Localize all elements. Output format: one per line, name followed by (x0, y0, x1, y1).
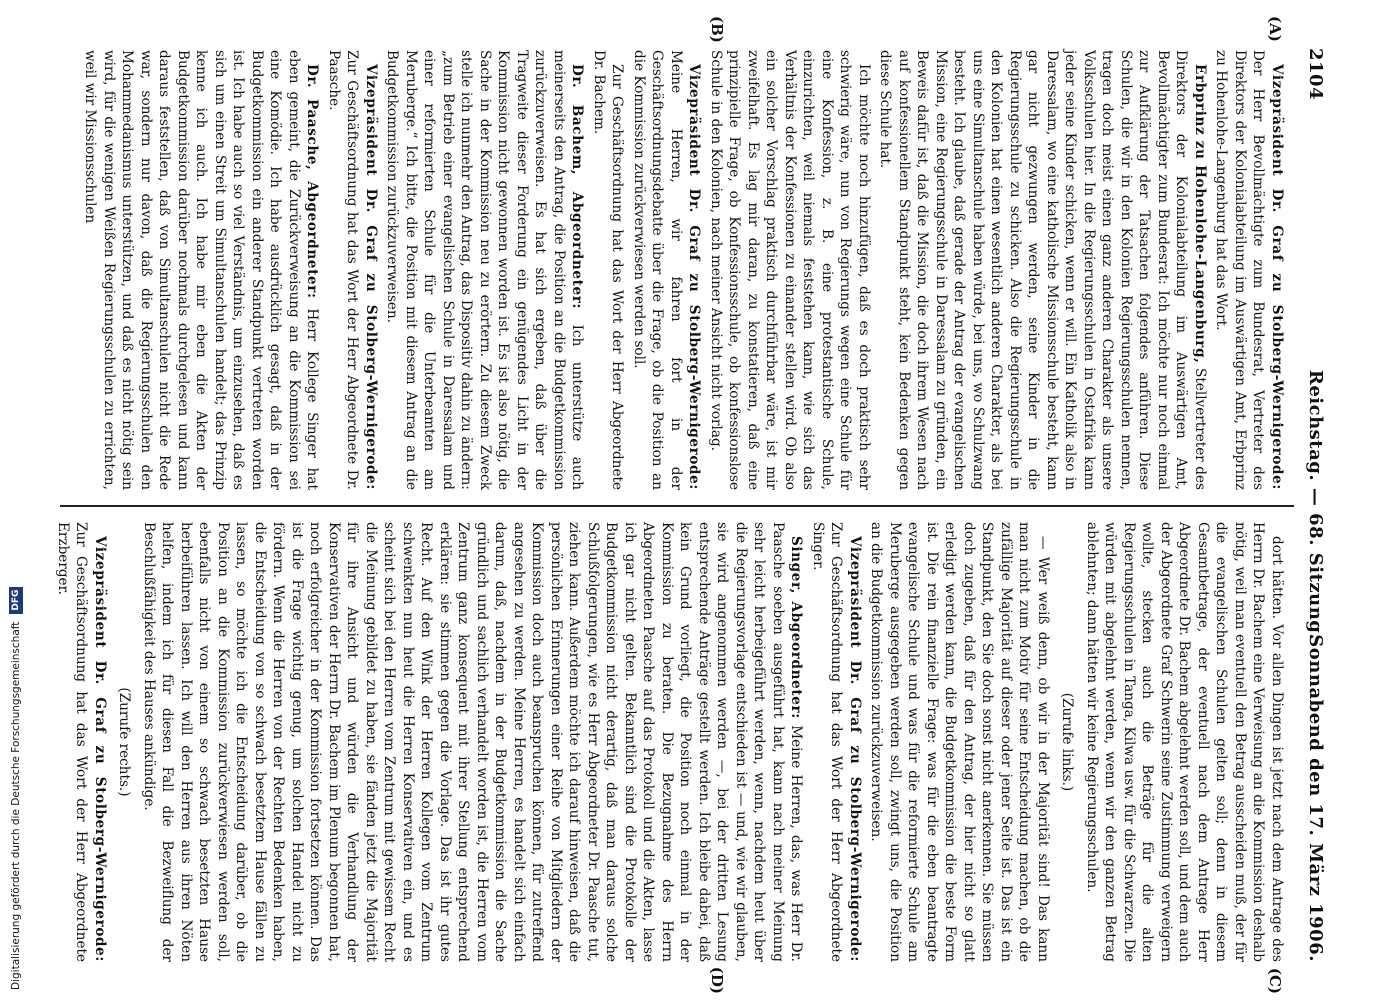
speaker-name: Singer, Abgeordneter: (788, 536, 805, 719)
paragraph (140, 522, 806, 962)
paragraph (809, 522, 865, 962)
session-date: Sonnabend den 17. März 1906. (1305, 634, 1326, 962)
paragraph (707, 50, 874, 490)
paragraph-text: Zur Geschäftsordnung hat das Wort der Herr Abgeordnete Erzberger. (55, 522, 90, 962)
paragraph (1058, 522, 1077, 962)
right-column (55, 522, 1286, 962)
paragraph (590, 50, 627, 490)
speaker-name: Vizepräsident Dr. Graf zu Stolberg-Wernigerode: (363, 64, 379, 490)
paragraph-text: — Wer weiß denn, ob wir in der Majorität sind! Das kann man nicht zum Motiv für seine Entscheidung machen, ob die zufällige Majorität auf dieser oder jener Seite ist. Das ist ein Standpunkt, den Sie doch sonst nicht anerkennen. Sie müssen doch zugeben, daß für den Antrag, der hier nicht so glatt erledigt werden kann, die Budgetkommission die beste Form ist. Die rein finanzielle Frage: was für die eben beantragte evangelische Schule und was für die reformierte Schule am Meruberge ausgegeben werden soll, zwingt uns, die Position an die Budgetkommission zurückzuverweisen. (868, 522, 1051, 962)
paragraph-text: Zur Geschäftsordnung hat das Wort der Herr Abgeordnete Singer. (810, 522, 845, 962)
dfg-logo: DFG (9, 587, 23, 614)
left-column (60, 50, 1286, 490)
page-title: Reichstag. — 68. Sitzung. (1305, 369, 1326, 641)
page-number: 2104 (1305, 48, 1326, 101)
speaker-name: Dr. Bachem, Abgeordneter: (569, 64, 586, 310)
paragraph-text: dort hätten. Vor allen Dingen ist jetzt nach dem Antrage des Herrn Dr. Bachem eine Verweisung an die Kommission deshalb nötig, weil man eventuell den Betrag ausscheiden muß, der für die evangelischen Schulen gelten soll; denn in diesem Gesamtbetrage, der eventuell nach dem Antrage Herr Abgeordnete Dr. Bachem abgelehnt werden soll, und dem auch der Abgeordnete Graf Schwerin seine Zustimmung verweigern wollte, stecken auch die Beträge für die alten Regierungsschulen in Tanga, Kilwa usw. für die Schwarzen. Die würden mit abgelehnt werden, wenn wir den ganzen Betrag ablehnten; dann hätten wir keine Regierungsschulen. (1084, 522, 1285, 962)
paragraph-text: Der Herr Bevollmächtigte zum Bundesrat, Vertreter des Direktors der Kolonialabteilung im Auswärtigen Amt, Erbprinz zu Hohenlohe-Langenburg hat das Wort. (1213, 50, 1267, 490)
paragraph-text: Herr Kollege Singer hat eben gemeint, die Zurückverweisung an die Kommission sei eine Komödie. Ich habe ausdrücklich gesagt, daß in der Budgetkommission ein anderer Standpunkt vertreten worden ist. Ich habe auch so viel Verständnis, um einzusehen, daß es sich um einen Streit um Simultanschulen handelt; das Prinzip kenne ich auch. Ich habe mir eben die Akten der Budgetkommission darüber nochmals durchgelesen und kann daraus feststellen, daß von Simultanschulen nicht die Rede war, sondern nur davon, daß die Regierungsschulen den Mohammedanismus unterstützen, und daß es nicht nötig sein wird, für die wenigen Weißen Regierungsschulen zu errichten, weil wir Missionsschulen (82, 50, 321, 490)
margin-marker-d: (D) (708, 966, 726, 994)
speaker-name: Vizepräsident Dr. Graf zu Stolberg-Wernigerode: (1269, 64, 1285, 490)
paragraph-text: Zur Geschäftsordnung hat das Wort der Herr Abgeordnete Dr. Bachem. (591, 50, 626, 490)
paragraph-text: Zur Geschäftsordnung hat das Wort der Herr Abgeordnete Dr. Paasche. (326, 50, 361, 490)
paragraph (383, 50, 587, 490)
speaker-name: Vizepräsident Dr. Graf zu Stolberg-Wernigerode: (92, 536, 108, 962)
speaker-name: Erbprinz zu Hohenlohe-Langenburg, (1192, 64, 1208, 364)
margin-marker-c: (C) (1266, 967, 1284, 994)
page-content (55, 16, 1330, 994)
paragraph-text: Stellvertreter des Direktors der Kolonialabteilung im Auswärtigen Amt, Bevollmächtigter zum Bundesrat: Ich möchte nur noch einmal zur Aufklärung der Tatsachen folgendes anführen. Diese Schulen, die wir in den Kolonien Regierungsschulen nennen, tragen doch meist einen ganz anderen Charakter als unsere Volksschulen hier. In die Regierungsschulen in Ostafrika kann jeder seine Kinder schicken, wenn er will. Ein Katholik also in Daressalam, wo eine katholische Missionsschule besteht, kann gar nicht gezwungen werden, seine Kinder in die Regierungsschule zu schicken. Also die Regierungsschule in den Kolonien hat einen wesentlich anderen Charakter, als bei uns eine Simultanschule haben würde, bei uns, wo Schulzwang besteht. Ich glaube, daß gerade der Antrag der evangelischen Mission, eine Regierungsschule in Daressalam zu gründen, ein Beweis dafür ist, daß die Mission, die doch ihrem Wesen nach auf konfessionellem Standpunkt steht, kein Bedenken gegen diese Schule hat. (877, 50, 1208, 491)
paragraph (867, 522, 1052, 962)
paragraph (81, 50, 322, 490)
paragraph-text: (Zurufe links.) (1059, 692, 1076, 792)
page-header (1296, 48, 1330, 962)
paragraph (630, 50, 704, 490)
paragraph-text: Meine Herren, wir fahren fort in der Geschäftsordnungsdebatte über die Frage, ob die Position an die Kommission zurückverwiesen werden soll. (631, 50, 684, 490)
scanned-page (55, 16, 1330, 994)
credit-text: Digitalisierung gefördert durch die Deutsche Forschungsgemeinschaft (10, 621, 22, 990)
margin-marker-b: (B) (708, 16, 726, 43)
paragraph-text: Meine Herren, das, was Herr Dr. Paasche soeben ausgeführt hat, kann nach meiner Meinung sehr leicht herbeigeführt werden, wenn, nachdem heut über die Regierungsvorlage entschieden ist — und, wie wir glauben, sie wird angenommen werden —, bei der dritten Lesung entsprechende Anträge gestellt werden. Ich bleibe dabei, daß kein Grund vorliegt, die Position noch einmal in der Kommission zu beraten. Die Bezugnahme des Herrn Abgeordneten Paasche auf das Protokoll und die Akten, lasse ich gar nicht gelten. Bekanntlich sind die Protokolle der Budgetkommission nicht derartig, daß man daraus solche Schlußfolgerungen, wie es Herr Abgeordneter Dr. Paasche tut, ziehen kann. Außerdem möchte ich darauf hinweisen, daß die persönlichen Erinnerungen einer Reihe von Mitgliedern der Kommission doch auch beanspruchen können, für zutreffend angesehen zu werden. Meine Herren, es handelt sich einfach darum, daß, nachdem in der Budgetkommission die Sache gründlich und sachlich verhandelt worden ist, die Herren vom Zentrum ganz konsequent mit ihrer Stellung entsprechend erklären: sie stimmen gegen die Vorlage. Das ist ihr gutes Recht. Auf den Wink der Herren Kollegen vom Zentrum schwenkten nun heut die Herren Konservativen ein, und es scheint sich bei den Herren vom Zentrum mit gewissem Recht die Meinung gebildet zu haben, sie fänden jetzt die Majorität für ihre Ansicht und würden die Verhandlung der Konservativen der Herrn Dr. Bachem im Plenum begonnen hat, noch erfolgreicher in der Kommission fortsetzen können. Das ist die Frage wichtig genug, um solchen Handel nicht zu fördern. Wenn die Herren von der Rechten Bedenken haben, die Entscheidung von so schwach besetztem Hause fällen zu lassen, so möchte ich die Entscheidung darüber, ob die Position an die Kommission zurückverwiesen werden soll, ebenfalls nicht von einem so schwach besetzten Hause herbeiführen lassen. Ich will den Herren aus ihren Nöten helfen, indem ich für diesen Fall die Bezweiflung der Beschlußfähigkeit des Hauses ankündige. (141, 522, 805, 962)
paragraph (1212, 50, 1286, 490)
paragraph (1083, 522, 1287, 962)
paragraph (115, 522, 134, 962)
margin-marker-a: (A) (1266, 16, 1284, 42)
speaker-name: Dr. Paasche, Abgeordneter: (304, 64, 321, 299)
paragraph (54, 522, 110, 962)
paragraph (325, 50, 381, 490)
paragraph-text: (Zurufe rechts.) (116, 687, 133, 797)
column-divider (60, 505, 1294, 507)
digitization-credit (4, 410, 24, 990)
paragraph (876, 50, 1209, 490)
speaker-name: Vizepräsident Dr. Graf zu Stolberg-Wernigerode: (686, 64, 703, 490)
speaker-name: Vizepräsident Dr. Graf zu Stolberg-Wernigerode: (847, 536, 863, 962)
paragraph-text: Ich möchte noch hinzufügen, daß es doch praktisch sehr schwierig wäre, nun von Regierungs wegen eine Schule für eine Konfession, z. B. eine protestantische Schule, einzurichten, weil niemals feststehen kann, wie sich das Verhältnis der Konfessionen zu einander stellen wird. Ob also ein solcher Vorschlag praktisch durchführbar wäre, ist mir zweifelhaft. Es lag mir daran, zu konstatieren, daß eine prinzipielle Frage, ob Konfessionsschule, ob konfessionslose Schule in den Kolonien, nach meiner Ansicht nicht vorlag. (708, 50, 872, 490)
paragraph-text: Ich unterstütze auch meinerseits den Antrag, die Position an die Budgetkommission zurückzuverweisen. Es hat sich ergeben, daß über die Tragweite dieser Forderung ein genügendes Licht in der Kommission nicht gewonnen worden ist. Es ist also nötig, die Sache in der Kommission neu zu erörtern. Zu diesem Zweck stelle ich nunmehr den Antrag, das Dispositiv dahin zu ändern: „zum Betrieb einer evangelischen Schule in Daressalam und einer reformierten Schule für die Unterbeamten am Meruberge.“ Ich bitte, die Position mit diesem Antrag an die Budgetkommission zurückzuverweisen. (384, 50, 586, 490)
